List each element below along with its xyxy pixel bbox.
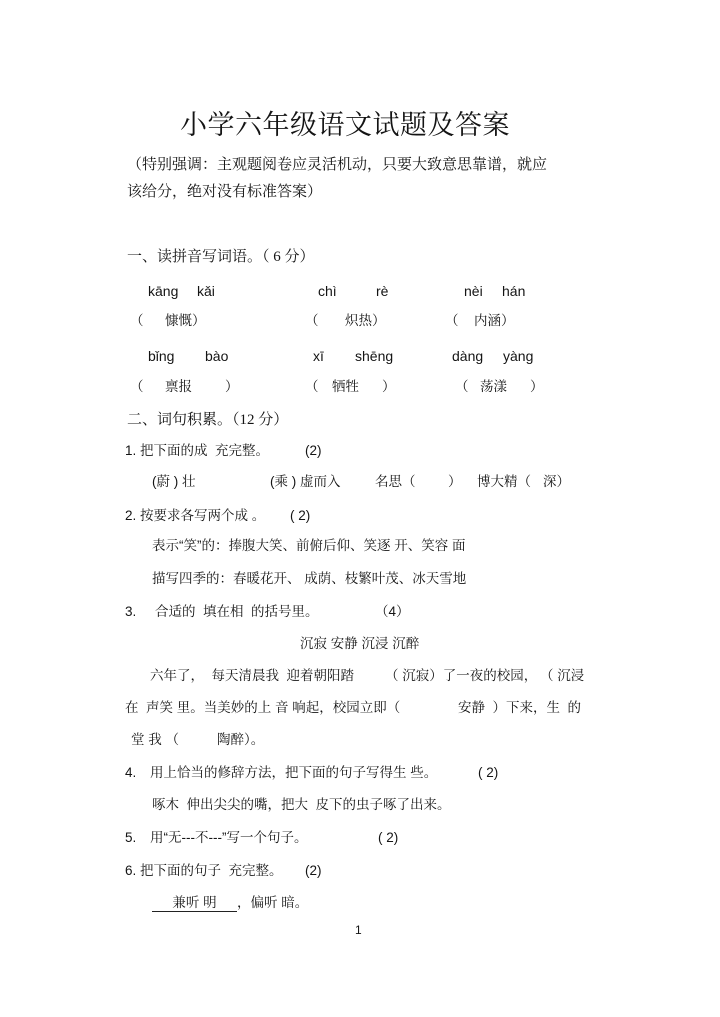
q3-passage-fragment: （ 沉浸 — [540, 668, 585, 683]
pinyin-syllable: hán — [502, 283, 526, 299]
q3-passage-fragment: 陶醉）。 — [217, 732, 265, 747]
word-answer-text: 内涵 — [474, 313, 501, 328]
pinyin-syllable: chì — [318, 283, 337, 299]
pinyin-syllable: bào — [205, 348, 229, 364]
answer-open-bracket: （ — [455, 379, 469, 394]
q3-passage-fragment: 堂 我 （ — [131, 732, 180, 747]
answer-open-bracket: （ — [130, 379, 144, 394]
q3-score: （4） — [375, 604, 410, 619]
idiom-item-answer: 深） — [543, 474, 570, 489]
page-number: 1 — [355, 923, 362, 937]
q3-prompt: 合适的 填在相 的括号里。 — [155, 604, 319, 619]
answer-close-bracket: ） — [225, 379, 239, 394]
pinyin-syllable: dàng — [452, 348, 484, 364]
q1-score: (2) — [305, 443, 322, 458]
answer-close-bracket: ） — [192, 313, 206, 328]
q2-answer-seasons: 描写四季的：春暖花开、 成荫、枝繁叶茂、冰天雪地 — [152, 571, 467, 586]
answer-open-bracket: （ — [130, 313, 144, 328]
pinyin-syllable: shēng — [355, 348, 394, 364]
answer-close-bracket: ） — [501, 313, 515, 328]
word-answer-text: 荡漾 — [480, 379, 507, 394]
q1-prompt: 1. 把下面的成 充完整。 — [125, 443, 270, 458]
word-answer-text: 禀报 — [165, 379, 192, 394]
pinyin-syllable: rè — [376, 283, 389, 299]
q3-number: 3. — [125, 604, 137, 619]
q6-prompt: 6. 把下面的句子 充完整。 — [125, 863, 283, 878]
q6-sentence — [152, 894, 308, 912]
pinyin-syllable: bǐng — [148, 348, 175, 364]
q2-prompt: 2. 按要求各写两个成 。 — [125, 508, 266, 523]
word-answer — [474, 312, 515, 330]
q6-underlined-answer: 兼听 明 — [152, 894, 237, 912]
answer-close-bracket: ） — [372, 313, 386, 328]
answer-close-bracket: ） — [382, 379, 396, 394]
q4-sentence: 啄木 伸出尖尖的嘴，把大 皮下的虫子啄了出来。 — [152, 797, 451, 812]
idiom-item: (乘 ) 虚而入 — [270, 474, 341, 489]
word-answer-text: 慷慨 — [165, 313, 192, 328]
q3-passage-fragment: 六年了， 每天清晨我 迎着朝阳踏 — [150, 668, 355, 683]
q2-answer-laugh: 表示“笑”的：捧腹大笑、前俯后仰、笑逐 开、笑容 面 — [152, 538, 466, 553]
q5-number: 5. — [125, 830, 137, 845]
pinyin-syllable: nèi — [464, 283, 483, 299]
pinyin-syllable: yàng — [503, 348, 534, 364]
note-line-1: （特别强调：主观题阅卷应灵活机动，只要大致意思靠谱，就应 — [127, 157, 548, 173]
q4-number: 4. — [125, 765, 137, 780]
idiom-item: 名思（ — [375, 474, 416, 489]
q3-passage-fragment: 安静 ）下来，生 的 — [458, 700, 582, 715]
answer-open-bracket: （ — [445, 313, 459, 328]
q3-passage-fragment: 在 声笑 里。当美妙的上 音 响起，校园立即（ — [125, 700, 401, 715]
pinyin-syllable: kāng — [148, 283, 179, 299]
q6-score: (2) — [305, 863, 322, 878]
q4-score: ( 2) — [478, 765, 499, 780]
section2-heading: 二、词句积累。（12 分） — [127, 412, 289, 428]
word-answer — [165, 312, 206, 330]
answer-close-bracket: ） — [530, 379, 544, 394]
q4-prompt: 用上恰当的修辞方法，把下面的句子写得生 些。 — [150, 765, 438, 780]
word-answer — [345, 312, 386, 330]
answer-open-bracket: （ — [305, 379, 319, 394]
idiom-item-close: ） — [448, 474, 462, 489]
answer-open-bracket: （ — [305, 313, 319, 328]
q5-prompt: 用“无---不---”写一个句子。 — [150, 830, 308, 845]
section1-heading: 一、读拼音写词语。（ 6 分） — [127, 249, 315, 265]
page-title: 小学六年级语文试题及答案 — [180, 110, 510, 140]
note-line-2: 该给分，绝对没有标准答案） — [127, 184, 323, 200]
q6-sentence-rest: ，偏听 暗。 — [237, 895, 309, 910]
q2-score: ( 2) — [290, 508, 311, 523]
q3-word-options: 沉寂 安静 沉浸 沉醉 — [300, 636, 420, 651]
pinyin-syllable: kǎi — [197, 283, 215, 299]
q3-passage-fragment: （ 沉寂）了一夜的校园， — [385, 668, 538, 683]
q5-score: ( 2) — [378, 830, 399, 845]
pinyin-syllable: xī — [313, 348, 324, 364]
word-answer-text: 炽热 — [345, 313, 372, 328]
idiom-item: (蔚 ) 壮 — [152, 474, 196, 489]
idiom-item: 博大精（ — [477, 474, 531, 489]
word-answer-text: 牺牲 — [332, 379, 359, 394]
